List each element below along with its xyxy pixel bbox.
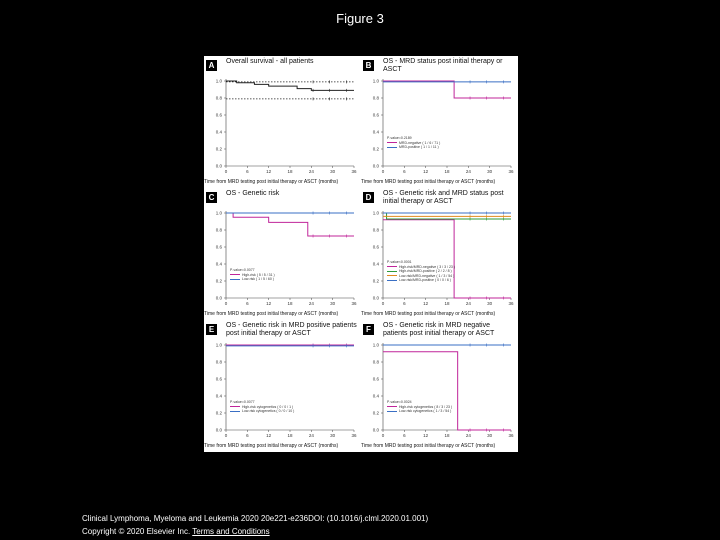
- y-tick-label: 0.0: [372, 295, 379, 301]
- x-axis-label: Time from MRD testing post initial therapy or ASCT (months): [204, 311, 339, 317]
- y-tick-label: 0.2: [372, 146, 379, 152]
- x-tick-label: 30: [487, 301, 493, 306]
- legend-label: High-risk/MRD-negative ( 3 / 3 / 23 ): [399, 264, 456, 269]
- panel-title: Overall survival - all patients: [226, 58, 314, 65]
- x-tick-label: 36: [508, 169, 514, 174]
- panel-label: C: [206, 192, 217, 203]
- y-tick-label: 1.0: [215, 342, 222, 348]
- panel-b: [361, 56, 518, 188]
- x-tick-label: 6: [403, 169, 406, 174]
- terms-link[interactable]: Terms and Conditions: [192, 527, 270, 536]
- panel-title: OS - Genetic risk and MRD status post initial therapy or ASCT: [383, 190, 504, 205]
- panel-f: [361, 320, 518, 452]
- x-tick-label: 30: [330, 169, 336, 174]
- y-tick-label: 0.4: [372, 129, 379, 135]
- x-tick-label: 18: [444, 433, 450, 438]
- y-tick-label: 0.2: [215, 278, 222, 284]
- y-tick-label: 0.0: [215, 163, 222, 169]
- x-tick-label: 6: [246, 301, 249, 306]
- x-tick-label: 6: [403, 433, 406, 438]
- legend-label: MRD-positive ( 1 / 1 / 11 ): [399, 145, 439, 149]
- panel-title: OS - Genetic risk in MRD positive patients post initial therapy or ASCT: [226, 322, 357, 337]
- x-tick-label: 0: [224, 169, 228, 174]
- legend-swatch: [387, 147, 397, 148]
- x-tick-label: 36: [351, 433, 357, 438]
- y-tick-label: 0.8: [372, 359, 379, 365]
- legend-swatch: [387, 406, 397, 407]
- legend-label: High-risk cytogenetics ( 0 / 0 / 1 ): [242, 404, 294, 409]
- legend-label: Low-risk cytogenetics ( 1 / 3 / 54 ): [399, 409, 452, 413]
- x-tick-label: 36: [508, 433, 514, 438]
- legend-swatch: [387, 266, 397, 267]
- legend-item: [387, 145, 440, 150]
- citation-text: Clinical Lymphoma, Myeloma and Leukemia 2020 20e221-e236DOI: (10.1016/j.clml.2020.01.001): [82, 514, 429, 523]
- y-tick-label: 0.0: [215, 427, 222, 433]
- x-axis-label: Time from MRD testing post initial therapy or ASCT (months): [361, 179, 496, 185]
- p-value: P-value=0.0077: [230, 268, 255, 272]
- legend-swatch: [387, 411, 397, 412]
- legend-item: [230, 277, 275, 282]
- y-tick-label: 1.0: [372, 342, 379, 348]
- p-value: P-value=0.0024: [387, 400, 412, 404]
- y-tick-label: 1.0: [372, 210, 379, 216]
- x-tick-label: 6: [403, 301, 406, 306]
- x-tick-label: 30: [487, 169, 493, 174]
- panel-c: [204, 188, 361, 320]
- x-tick-label: 24: [465, 169, 471, 174]
- legend-swatch: [387, 280, 397, 281]
- x-tick-label: 0: [381, 169, 385, 174]
- survival-curve: [226, 213, 354, 236]
- x-tick-label: 24: [465, 301, 471, 306]
- panel-label: A: [206, 60, 217, 71]
- legend-swatch: [230, 274, 240, 275]
- x-tick-label: 0: [224, 433, 228, 438]
- legend: [387, 136, 440, 150]
- x-tick-label: 0: [224, 301, 228, 306]
- x-tick-label: 24: [308, 433, 314, 438]
- x-axis-label: Time from MRD testing post initial therapy or ASCT (months): [361, 443, 496, 449]
- legend-label: Low-risk/MRD-positive ( 0 / 0 / 6 ): [399, 278, 451, 282]
- y-tick-label: 0.6: [372, 112, 379, 118]
- y-tick-label: 0.4: [215, 393, 222, 399]
- y-tick-label: 0.8: [215, 95, 222, 101]
- panel-label: D: [363, 192, 374, 203]
- y-tick-label: 0.8: [215, 227, 222, 233]
- x-axis-label: Time from MRD testing post initial therapy or ASCT (months): [204, 443, 339, 449]
- legend: [387, 400, 452, 414]
- km-plot-b: [361, 56, 518, 188]
- panel-label: E: [206, 324, 217, 335]
- x-tick-label: 24: [308, 301, 314, 306]
- y-tick-label: 0.8: [215, 359, 222, 365]
- x-tick-label: 36: [508, 301, 514, 306]
- x-tick-label: 30: [330, 433, 336, 438]
- legend-item: [387, 278, 455, 283]
- x-tick-label: 12: [423, 169, 429, 174]
- panel-a: [204, 56, 361, 188]
- p-value: P-value=0.2189: [387, 136, 412, 140]
- y-tick-label: 0.8: [372, 95, 379, 101]
- x-axis-label: Time from MRD testing post initial therapy or ASCT (months): [361, 311, 496, 317]
- x-tick-label: 18: [444, 169, 450, 174]
- x-axis-label: Time from MRD testing post initial therapy or ASCT (months): [204, 179, 339, 185]
- x-tick-label: 12: [423, 301, 429, 306]
- legend-label: MRD-negative ( 1 / 6 / 71 ): [399, 140, 441, 145]
- panel-label: B: [363, 60, 374, 71]
- survival-curve: [226, 81, 354, 90]
- y-tick-label: 0.0: [372, 427, 379, 433]
- legend: [230, 268, 275, 282]
- panel-label: F: [363, 324, 374, 335]
- x-tick-label: 36: [351, 301, 357, 306]
- panel-title: OS - Genetic risk in MRD negative patients post initial therapy or ASCT: [383, 322, 495, 337]
- legend: [230, 400, 294, 414]
- x-tick-label: 12: [423, 433, 429, 438]
- km-plot-d: [361, 188, 518, 320]
- y-tick-label: 0.0: [215, 295, 222, 301]
- x-tick-label: 18: [287, 433, 293, 438]
- y-tick-label: 0.6: [215, 244, 222, 250]
- km-plot-f: [361, 320, 518, 452]
- panel-title: OS - MRD status post initial therapy or ASCT: [383, 58, 503, 73]
- legend-label: High-risk/MRD-positive ( 2 / 2 / 8 ): [399, 269, 452, 273]
- x-tick-label: 6: [246, 169, 249, 174]
- x-tick-label: 30: [330, 301, 336, 306]
- legend-swatch: [387, 271, 397, 272]
- copyright-text: Copyright © 2020 Elsevier Inc.: [82, 527, 191, 536]
- y-tick-label: 0.2: [372, 410, 379, 416]
- legend-label: Low-risk cytogenetics ( 0 / 0 / 10 ): [242, 409, 295, 413]
- y-tick-label: 0.4: [215, 129, 222, 135]
- x-tick-label: 0: [381, 301, 385, 306]
- legend-swatch: [230, 411, 240, 412]
- legend-label: Low-risk/MRD-negative ( 1 / 3 / 54 ): [399, 273, 455, 278]
- y-tick-label: 0.6: [215, 376, 222, 382]
- legend-label: High-risk cytogenetics ( 8 / 3 / 23 ): [399, 404, 453, 409]
- y-tick-label: 0.2: [215, 146, 222, 152]
- legend-item: [387, 409, 452, 414]
- legend-swatch: [387, 275, 397, 276]
- legend-item: [230, 409, 294, 414]
- figure-title: Figure 3: [336, 11, 384, 26]
- x-tick-label: 0: [381, 433, 385, 438]
- legend-swatch: [230, 406, 240, 407]
- x-tick-label: 18: [287, 169, 293, 174]
- y-tick-label: 1.0: [372, 78, 379, 84]
- legend-swatch: [230, 279, 240, 280]
- x-tick-label: 36: [351, 169, 357, 174]
- survival-curve: [383, 81, 511, 98]
- x-tick-label: 18: [287, 301, 293, 306]
- y-tick-label: 0.8: [372, 227, 379, 233]
- x-tick-label: 12: [266, 433, 272, 438]
- km-plot-e: [204, 320, 361, 452]
- legend-label: Low-risk ( 1 / 5 / 60 ): [242, 277, 274, 281]
- legend-label: High-risk ( 5 / 5 / 31 ): [242, 272, 275, 277]
- survival-curve: [383, 220, 511, 298]
- survival-curve: [383, 352, 511, 430]
- y-tick-label: 0.4: [215, 261, 222, 267]
- x-tick-label: 24: [308, 169, 314, 174]
- x-tick-label: 24: [465, 433, 471, 438]
- y-tick-label: 1.0: [215, 78, 222, 84]
- y-tick-label: 0.4: [372, 261, 379, 267]
- y-tick-label: 0.6: [372, 244, 379, 250]
- y-tick-label: 0.6: [372, 376, 379, 382]
- x-tick-label: 6: [246, 433, 249, 438]
- y-tick-label: 0.4: [372, 393, 379, 399]
- y-tick-label: 0.2: [372, 278, 379, 284]
- figure-image: [204, 56, 518, 452]
- x-tick-label: 30: [487, 433, 493, 438]
- x-tick-label: 12: [266, 301, 272, 306]
- y-tick-label: 0.0: [372, 163, 379, 169]
- copyright-line: [82, 527, 270, 536]
- x-tick-label: 12: [266, 169, 272, 174]
- panel-e: [204, 320, 361, 452]
- km-plot-c: [204, 188, 361, 320]
- p-value: P-value<0.0001: [387, 260, 412, 264]
- km-plot-a: [204, 56, 361, 188]
- legend: [387, 260, 455, 283]
- y-tick-label: 0.6: [215, 112, 222, 118]
- x-tick-label: 18: [444, 301, 450, 306]
- y-tick-label: 0.2: [215, 410, 222, 416]
- legend-swatch: [387, 142, 397, 143]
- panel-d: [361, 188, 518, 320]
- p-value: P-value=0.0077: [230, 400, 255, 404]
- y-tick-label: 1.0: [215, 210, 222, 216]
- panel-title: OS - Genetic risk: [226, 190, 280, 197]
